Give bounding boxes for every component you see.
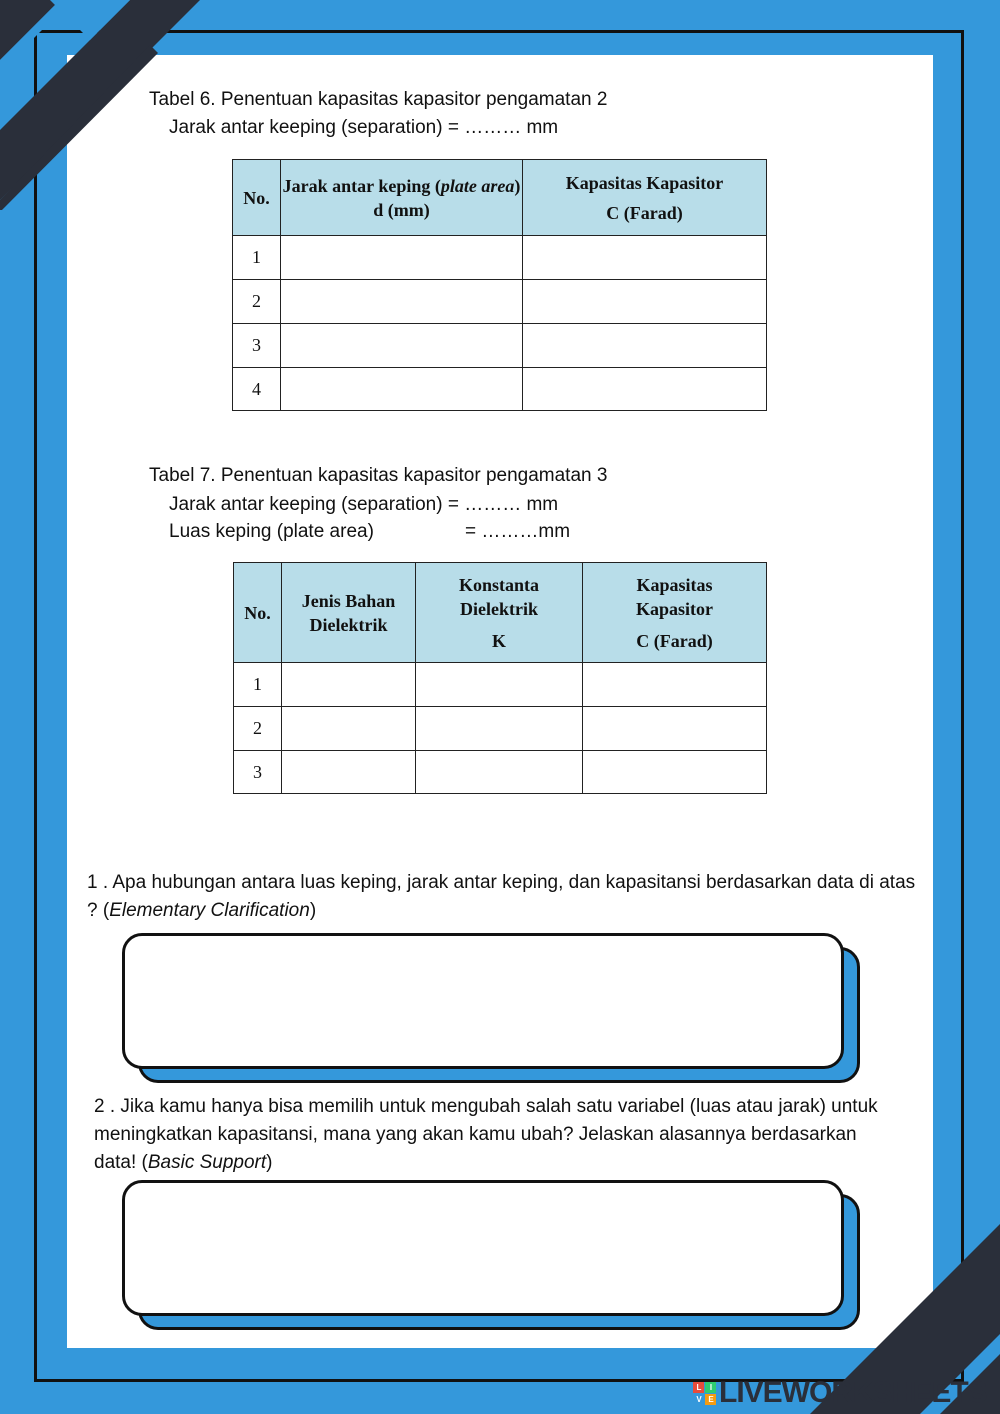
row-number: 3 <box>233 324 281 368</box>
table-row <box>233 368 767 411</box>
liveworksheets-logo-icon: L I V E <box>693 1382 716 1405</box>
table7 <box>233 562 767 794</box>
table6-header-no: No. <box>233 160 281 236</box>
table6-separation-line: Jarak antar keeping (separation) = ……… mm <box>169 117 559 138</box>
table-row <box>234 707 767 751</box>
table6 <box>232 159 767 411</box>
constant-cell[interactable] <box>416 707 583 751</box>
liveworksheets-watermark <box>693 1376 987 1410</box>
table7-header-material: Jenis Bahan Dielektrik <box>282 563 416 663</box>
table7-separation-line: Jarak antar keeping (separation) = ……… mm <box>169 494 559 515</box>
table-row <box>233 236 767 280</box>
table6-title: Tabel 6. Penentuan kapasitas kapasitor pengamatan 2 <box>149 89 608 110</box>
table7-header-constant: Konstanta Dielektrik K <box>416 563 583 663</box>
watermark-text: LIVEWORKSHEETS <box>719 1376 987 1409</box>
answer-box-2-input[interactable] <box>122 1180 844 1316</box>
capacitance-cell[interactable] <box>523 324 767 368</box>
table7-title: Tabel 7. Penentuan kapasitas kapasitor pengamatan 3 <box>149 465 608 486</box>
constant-cell[interactable] <box>416 663 583 707</box>
answer-box-1[interactable] <box>122 933 860 1083</box>
row-number: 1 <box>233 236 281 280</box>
capacitance-cell[interactable] <box>523 280 767 324</box>
table7-area-value: = ………mm <box>465 521 571 542</box>
capacitance-cell[interactable] <box>583 663 767 707</box>
question-1: 1 . Apa hubungan antara luas keping, jarak antar keping, dan kapasitansi berdasarkan data di atas ? (Elementary Clarification) <box>87 872 916 921</box>
material-cell[interactable] <box>282 707 416 751</box>
row-number: 3 <box>234 751 282 794</box>
distance-cell[interactable] <box>281 236 523 280</box>
row-number: 4 <box>233 368 281 411</box>
material-cell[interactable] <box>282 751 416 794</box>
distance-cell[interactable] <box>281 368 523 411</box>
row-number: 2 <box>233 280 281 324</box>
row-number: 1 <box>234 663 282 707</box>
table7-header-no: No. <box>234 563 282 663</box>
capacitance-cell[interactable] <box>523 236 767 280</box>
table6-header-distance: Jarak antar keping (plate area) d (mm) <box>281 160 523 236</box>
answer-box-1-input[interactable] <box>122 933 844 1069</box>
answer-box-2[interactable] <box>122 1180 860 1330</box>
table-row <box>234 663 767 707</box>
table-row <box>234 751 767 794</box>
material-cell[interactable] <box>282 663 416 707</box>
table7-header-capacitance: Kapasitas Kapasitor C (Farad) <box>583 563 767 663</box>
capacitance-cell[interactable] <box>583 707 767 751</box>
table7-area-label: Luas keping (plate area) <box>169 521 374 542</box>
row-number: 2 <box>234 707 282 751</box>
distance-cell[interactable] <box>281 324 523 368</box>
constant-cell[interactable] <box>416 751 583 794</box>
capacitance-cell[interactable] <box>583 751 767 794</box>
capacitance-cell[interactable] <box>523 368 767 411</box>
table-row <box>233 280 767 324</box>
table-row <box>233 324 767 368</box>
distance-cell[interactable] <box>281 280 523 324</box>
table6-header-capacitance: Kapasitas Kapasitor C (Farad) <box>523 160 767 236</box>
question-2: 2 . Jika kamu hanya bisa memilih untuk mengubah salah satu variabel (luas atau jarak) untuk meningkatkan kapasitansi, mana yang akan kamu ubah? Jelaskan alasannya berdasarkan data! (Basic Support) <box>94 1096 878 1173</box>
